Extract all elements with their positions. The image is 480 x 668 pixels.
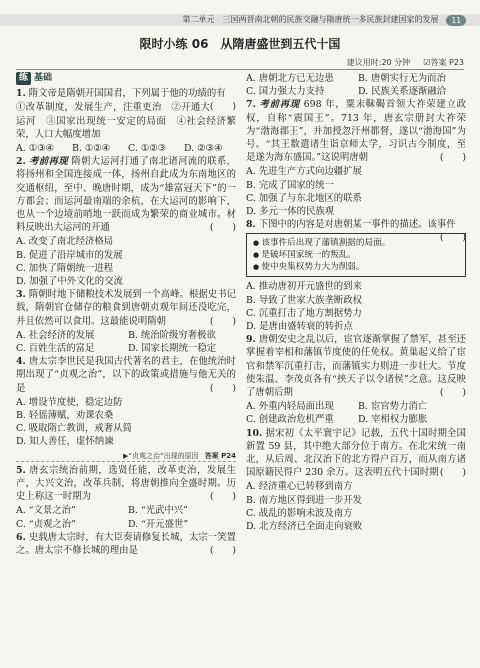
option-group <box>16 142 236 155</box>
answer-option[interactable]: A. 先进生产方式向边疆扩展 <box>246 166 362 178</box>
left-column <box>16 72 236 558</box>
answer-option[interactable]: C. “贞观之治” <box>16 518 76 530</box>
answer-option[interactable]: C. 加强了与东北地区的联系 <box>246 192 362 204</box>
question-text: 唐玄宗统治前期，选贤任能，改革吏治，发展生产，大兴文治，改革兵制，将唐朝推向全盛时期。历史上称这一时期为 <box>16 464 236 503</box>
answer-option[interactable]: A. 推动唐初开元盛世的到来 <box>246 281 362 293</box>
option-group <box>246 165 466 218</box>
question-text: 隋朝时地下储粮技术发展到一个高峰。根据史书记载，隋朝官仓储存的粮食到唐朝贞观年间还没吃完，并且依然可以食用。这最能说明隋朝 <box>16 289 236 327</box>
exam-tag: 考前再现 <box>259 99 300 111</box>
question-text: 唐太宗李世民是我国古代著名的君主，在他统治时期出现了“贞观之治”，以下的政策或措施与他无关的是 <box>16 356 236 394</box>
answer-option[interactable]: C. 吸取隋亡教训，戒奢从简 <box>16 423 132 435</box>
answer-option[interactable]: D. 知人善任，虚怀纳谏 <box>16 436 114 448</box>
answer-option[interactable]: D. 北方经济已全面走向衰败 <box>246 521 363 533</box>
answer-ref: ☑答案 P23 <box>423 58 464 67</box>
answer-option[interactable]: D. 是唐由盛转衰的转折点 <box>246 321 353 333</box>
answer-option[interactable]: A. ①③④ <box>16 143 54 155</box>
answer-blank[interactable]: ( ) <box>439 152 466 164</box>
answer-option[interactable]: B. “光武中兴” <box>128 505 188 517</box>
answer-option[interactable]: B. 轻徭薄赋，劝课农桑 <box>16 410 114 422</box>
meta-info <box>347 57 464 68</box>
answer-blank[interactable]: ( ) <box>209 491 236 503</box>
question-number: 9. <box>246 334 256 346</box>
answer-option[interactable]: A. 外重内轻局面出现 <box>246 401 334 413</box>
answer-blank[interactable]: ( ) <box>439 387 466 399</box>
answer-option[interactable]: D. 民族关系逐渐融洽 <box>358 86 447 98</box>
hint-text: ▶“贞观之治”出现的原因 <box>123 451 199 460</box>
answer-option[interactable]: A. 改变了南北经济格局 <box>16 236 114 248</box>
option-group <box>16 396 236 449</box>
answer-option[interactable]: C. 百姓生活的富足 <box>16 343 95 355</box>
question-stem <box>16 155 236 234</box>
suggested-time: 建议用时:20 分钟 <box>346 58 411 67</box>
answer-blank[interactable]: ( ) <box>209 315 236 327</box>
answer-option[interactable]: B. 促进了沿岸城市的发展 <box>16 249 123 261</box>
answer-option[interactable]: C. 加快了隋朝统一进程 <box>16 262 114 274</box>
question-number: 2. <box>16 156 26 168</box>
answer-option[interactable]: B. 唐朝实行无为而治 <box>358 73 446 84</box>
answer-option[interactable]: A. 增设节度使，稳定边防 <box>16 396 123 408</box>
question-text: 下图中的内容是对唐朝某一事件的描述。该事件 <box>258 219 456 231</box>
answer-option[interactable]: D. 宰相权力膨胀 <box>358 414 428 426</box>
answer-blank[interactable]: ( ) <box>209 382 236 394</box>
exam-tag: 考前再现 <box>29 156 68 168</box>
question-number: 5. <box>16 464 26 476</box>
question-number: 4. <box>16 356 26 368</box>
statement-list: ①改革制度，发展生产，注重吏治 ②开通大运河 ③国家出现统一安定的局面 ④社会经济繁荣，人口大幅度增加 <box>16 102 236 140</box>
answer-blank[interactable]: ( ) <box>209 544 236 556</box>
question-text: 唐朝安史之乱以后，宦官逐渐掌握了禁军，甚至还掌握着宰相和藩镇节度使的任免权。黄巢起义给了宦官和禁军沉重打击，而藩镇实力则进一步壮大。节度使朱温、李茂贞各有“挟天子以令诸侯”之意。这反映了唐朝后期 <box>246 334 466 399</box>
box-item: ● 该事件后出现了藩镇割据的局面。 <box>253 237 459 249</box>
answer-blank[interactable]: ( ) <box>439 232 466 244</box>
question-stem <box>16 355 236 395</box>
answer-option[interactable]: C. 国力强大力支持 <box>246 86 325 98</box>
question-number: 6. <box>16 531 26 543</box>
question-number: 10. <box>246 427 263 439</box>
header-rule <box>16 69 464 70</box>
answer-blank[interactable]: ( ) <box>209 101 236 113</box>
option-group <box>16 235 236 288</box>
question-text: 史载唐太宗时，有大臣奏请修复长城，太宗一笑置之。唐太宗不修长城的理由是 <box>16 531 236 556</box>
question-text: 据宋初《太平寰宇记》记载，五代十国时期全国新置 59 县，其中绝大部分位于南方。在北宋统一南北，从后周、北汉治下的北方得户百万，而从南方诸国原籍民得户 230 余万。这表明五代十国时期 <box>246 427 466 479</box>
page-number: 11 <box>446 15 466 26</box>
answer-option[interactable]: D. 国家长期统一稳定 <box>128 343 217 355</box>
answer-option[interactable]: D. “开元盛世” <box>128 518 189 530</box>
question-text: 隋文帝是隋朝开国国君，下列属于他的功绩的有 <box>28 88 226 100</box>
answer-option[interactable]: D. 多元一体的民族观 <box>246 206 335 218</box>
answer-option[interactable]: C. 沉重打击了地方割据势力 <box>246 307 362 319</box>
section-header <box>16 72 236 85</box>
question-number: 7. <box>246 99 256 111</box>
question-text: 隋朝大运河打通了南北诸河流的联系，将扬州和全国连接成一体，扬州自此成为东南地区的交通枢纽，至中、晚唐时期，成为“雄富冠天下”的一方都会；而运河最南端的余杭，在大运河的影响下，也从一个边境前哨地一跃而成为繁荣的商业城市。材料反映出大运河的开通 <box>16 156 237 234</box>
answer-option[interactable]: D. ②③④ <box>184 143 223 155</box>
answer-option[interactable]: A. 社会经济的发展 <box>16 329 95 341</box>
option-group <box>246 480 466 533</box>
answer-option[interactable]: B. 南方地区得到进一步开发 <box>246 494 362 506</box>
box-item: ● 是破坏国家统一的叛乱。 <box>253 249 459 261</box>
answer-option[interactable]: C. 创建政治危机严重 <box>246 414 334 426</box>
answer-blank[interactable]: ( ) <box>439 467 466 479</box>
hint-answer-ref[interactable]: 答案 P24 <box>204 451 236 460</box>
box-item: ● 使中央集权势力大为削弱。 <box>253 261 459 273</box>
question-stem <box>16 531 236 557</box>
answer-option[interactable]: B. 完成了国家的统一 <box>246 179 334 191</box>
question-number: 8. <box>246 219 256 231</box>
section-badge: 练 <box>16 72 31 85</box>
answer-option[interactable]: B. 导致了世家大族垄断政权 <box>246 294 362 306</box>
unit-header <box>182 14 466 26</box>
page-title: 限时小练 06 从隋唐盛世到五代十国 <box>139 37 341 51</box>
option-group <box>246 72 466 98</box>
question-stem <box>16 464 236 504</box>
question-stem <box>16 288 236 328</box>
answer-blank[interactable]: ( ) <box>209 222 236 234</box>
option-group <box>246 280 466 333</box>
answer-option[interactable]: B. 宦官势力消亡 <box>358 401 428 413</box>
right-column <box>246 72 466 533</box>
question-number: 1. <box>16 88 26 100</box>
option-group <box>246 400 466 426</box>
answer-option[interactable]: A. “文景之治” <box>16 505 76 517</box>
answer-option[interactable]: B. ①②④ <box>72 143 111 155</box>
answer-option[interactable]: C. 战乱的影响未波及南方 <box>246 507 353 519</box>
question-stem <box>246 98 466 164</box>
question-text: 698 年，粟末靺鞨首领大祚荣建立政权，自称“震国王”。713 年，唐玄宗册封大祚荣为“渤海郡王”，并加授忽汗州都督，遂以“渤海国”为号。“其王数遣诸生诣京师太学，习识古今制度，至是遂为海东盛国。”这说明唐朝 <box>246 99 466 164</box>
unit-title: 第二单元 三国两晋南北朝的民族交融与隋唐统一多民族封建国家的发展 <box>182 15 439 24</box>
answer-option[interactable]: C. ①②③ <box>128 143 167 155</box>
section-label: 基础 <box>34 73 53 83</box>
option-group <box>16 504 236 530</box>
question-stem <box>16 87 236 113</box>
answer-option[interactable]: D. 加强了中外文化的交流 <box>16 276 123 288</box>
answer-option[interactable]: B. 统治阶级穷奢极欲 <box>128 329 216 341</box>
answer-option[interactable]: A. 经济重心已转移到南方 <box>246 481 353 493</box>
hint-bar <box>16 451 236 462</box>
option-group <box>16 329 236 355</box>
question-stem <box>246 333 466 399</box>
event-description-box <box>246 233 466 277</box>
question-number: 3. <box>16 289 26 301</box>
answer-option[interactable]: A. 唐朝北方已无边患 <box>246 73 334 84</box>
question-stem <box>246 427 466 480</box>
